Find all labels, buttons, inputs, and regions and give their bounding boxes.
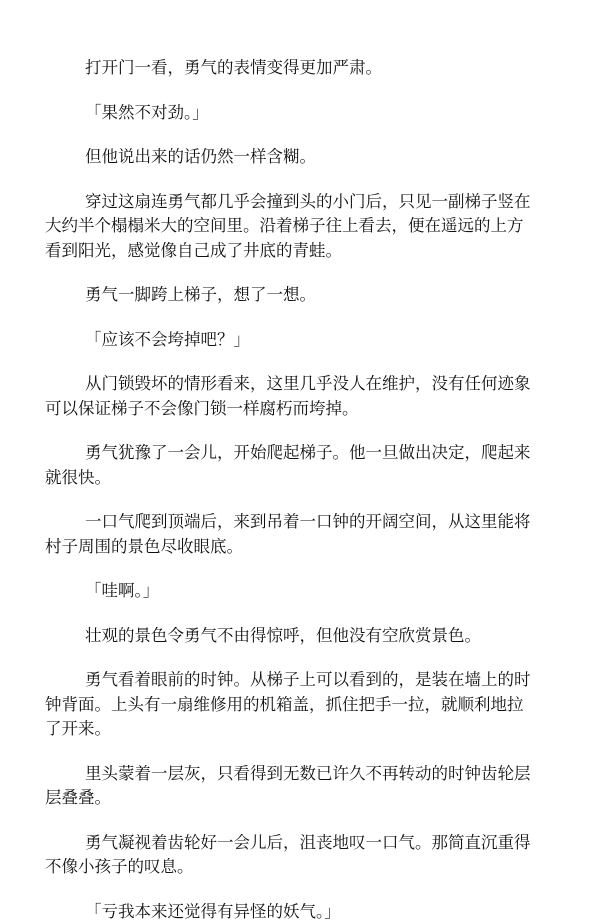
text-line: 钟背面。上头有一扇维修用的机箱盖，抓住把手一拉，就顺利地拉 bbox=[45, 693, 573, 718]
text-line: 「亏我本来还觉得有异怪的妖气。」 bbox=[85, 900, 573, 924]
paragraph bbox=[85, 900, 573, 924]
paragraph bbox=[85, 372, 573, 421]
text-line: 「果然不对劲。」 bbox=[85, 101, 573, 126]
text-line: 壮观的景色令勇气不由得惊呼，但他没有空欣赏景色。 bbox=[85, 624, 573, 649]
text-line: 里头蒙着一层灰，只看得到无数已许久不再转动的时钟齿轮层 bbox=[85, 762, 573, 787]
text-line: 大约半个榻榻米大的空间里。沿着梯子往上看去，便在遥远的上方 bbox=[45, 214, 573, 239]
paragraph bbox=[85, 668, 573, 742]
paragraph bbox=[85, 831, 573, 880]
paragraph bbox=[85, 510, 573, 559]
paragraph bbox=[85, 762, 573, 811]
paragraph bbox=[85, 145, 573, 170]
paragraph bbox=[85, 283, 573, 308]
text-line: 勇气凝视着齿轮好一会儿后，沮丧地叹一口气。那简直沉重得 bbox=[85, 831, 573, 856]
paragraph bbox=[85, 328, 573, 353]
text-line: 穿过这扇连勇气都几乎会撞到头的小门后，只见一副梯子竖在 bbox=[85, 190, 573, 215]
text-line: 「应该不会垮掉吧？」 bbox=[85, 328, 573, 353]
text-line: 勇气犹豫了一会儿，开始爬起梯子。他一旦做出决定，爬起来 bbox=[85, 441, 573, 466]
paragraph bbox=[85, 624, 573, 649]
text-line: 「哇啊。」 bbox=[85, 579, 573, 604]
text-line: 一口气爬到顶端后，来到吊着一口钟的开阔空间，从这里能将 bbox=[85, 510, 573, 535]
text-line: 勇气一脚跨上梯子，想了一想。 bbox=[85, 283, 573, 308]
text-line: 村子周围的景色尽收眼底。 bbox=[45, 535, 573, 560]
text-line: 但他说出来的话仍然一样含糊。 bbox=[85, 145, 573, 170]
text-line: 可以保证梯子不会像门锁一样腐朽而垮掉。 bbox=[45, 397, 573, 422]
text-line: 层叠叠。 bbox=[45, 786, 573, 811]
text-line: 就很快。 bbox=[45, 466, 573, 491]
paragraph bbox=[85, 441, 573, 490]
text-line: 勇气看着眼前的时钟。从梯子上可以看到的，是装在墙上的时 bbox=[85, 668, 573, 693]
text-line: 从门锁毁坏的情形看来，这里几乎没人在维护，没有任何迹象 bbox=[85, 372, 573, 397]
paragraph bbox=[85, 190, 573, 264]
text-line: 不像小孩子的叹息。 bbox=[45, 855, 573, 880]
paragraph bbox=[85, 579, 573, 604]
paragraph bbox=[85, 101, 573, 126]
text-line: 了开来。 bbox=[45, 717, 573, 742]
text-line: 看到阳光，感觉像自己成了井底的青蛙。 bbox=[45, 239, 573, 264]
text-line: 打开门一看，勇气的表情变得更加严肃。 bbox=[85, 56, 573, 81]
paragraph bbox=[85, 56, 573, 81]
